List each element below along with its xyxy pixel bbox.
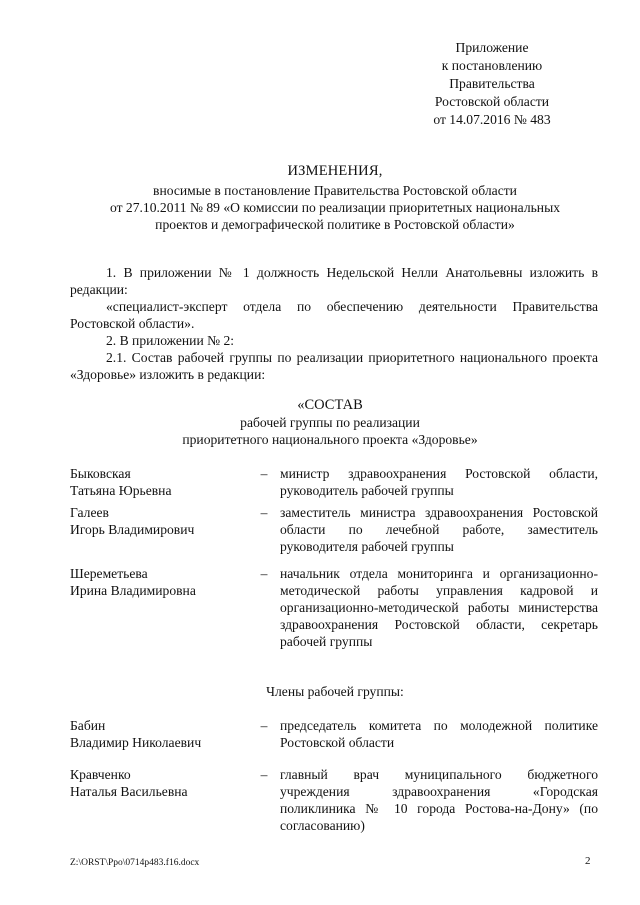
members-list [70, 717, 600, 834]
member-surname: Кравченко [70, 767, 131, 782]
dash-separator: – [260, 566, 268, 581]
file-path: Z:\ORST\Ppo\0714p483.f16.docx [70, 858, 200, 868]
composition-title: «СОСТАВ [297, 397, 363, 413]
members-heading: Члены рабочей группы: [266, 684, 404, 699]
composition-subtitle: рабочей группы по реализации [240, 415, 420, 430]
member-name [70, 565, 250, 599]
document-title [70, 163, 600, 233]
annex-line: к постановлению [441, 58, 543, 73]
composition-subtitle: приоритетного национального проекта «Здоровье» [182, 432, 478, 447]
paragraph-2: «специалист-эксперт отдела по обеспечению деятельности Правительства Ростовской области». [70, 299, 598, 331]
member-surname: Быковская [70, 466, 131, 481]
dash-separator: – [260, 718, 268, 733]
title-line: проектов и демографической политике в Ростовской области» [155, 217, 515, 232]
member-role: начальник отдела мониторинга и организационно-методической работы управления кадровой и организационно-методической работы министерства здравоохранения Ростовской области, секретарь рабочей группы [280, 566, 598, 649]
leaders-list [70, 465, 600, 650]
dash-separator: – [260, 505, 268, 520]
member-role: главный врач муниципального бюджетного учреждения здравоохранения «Городская поликлиника № 10 города Ростова-на-Дону» (по согласованию) [280, 767, 598, 833]
list-item [70, 766, 600, 834]
annex-line: Правительства [449, 76, 535, 91]
member-name [70, 717, 250, 751]
body-text [70, 264, 598, 383]
member-role: министр здравоохранения Ростовской области, руководитель рабочей группы [280, 466, 598, 498]
list-item [70, 717, 600, 766]
list-item [70, 504, 600, 565]
dash-separator: – [260, 767, 268, 782]
member-role: заместитель министра здравоохранения Ростовской области по лечебной работе, заместитель руководителя рабочей группы [280, 505, 598, 554]
member-name [70, 766, 250, 800]
paragraph-4: 2.1. Состав рабочей группы по реализации приоритетного национального проекта «Здоровье» изложить в редакции: [70, 350, 598, 382]
member-given-name: Ирина Владимировна [70, 583, 196, 598]
member-given-name: Татьяна Юрьевна [70, 483, 172, 498]
member-name [70, 465, 250, 499]
member-surname: Галеев [70, 505, 109, 520]
list-item [70, 565, 600, 650]
member-name [70, 504, 250, 538]
annex-block [412, 39, 572, 129]
member-surname: Бабин [70, 718, 106, 733]
annex-line: от 14.07.2016 № 483 [433, 112, 551, 127]
member-given-name: Наталья Васильевна [70, 784, 188, 799]
title-heading: ИЗМЕНЕНИЯ, [287, 163, 383, 179]
composition-heading [120, 397, 540, 448]
annex-line: Приложение [455, 40, 529, 55]
member-surname: Шереметьева [70, 566, 148, 581]
member-given-name: Игорь Владимирович [70, 522, 195, 537]
title-line: вносимые в постановление Правительства Ростовской области [153, 183, 517, 198]
member-role: председатель комитета по молодежной политике Ростовской области [280, 718, 598, 750]
paragraph-3: 2. В приложении № 2: [106, 333, 235, 348]
page-number: 2 [585, 855, 591, 867]
dash-separator: – [260, 466, 268, 481]
paragraph-1: 1. В приложении № 1 должность Недельской Нелли Анатольевны изложить в редакции: [70, 265, 598, 297]
title-line: от 27.10.2011 № 89 «О комиссии по реализации приоритетных национальных [109, 200, 561, 215]
member-given-name: Владимир Николаевич [70, 735, 202, 750]
annex-line: Ростовской области [434, 94, 550, 109]
list-item [70, 465, 600, 504]
